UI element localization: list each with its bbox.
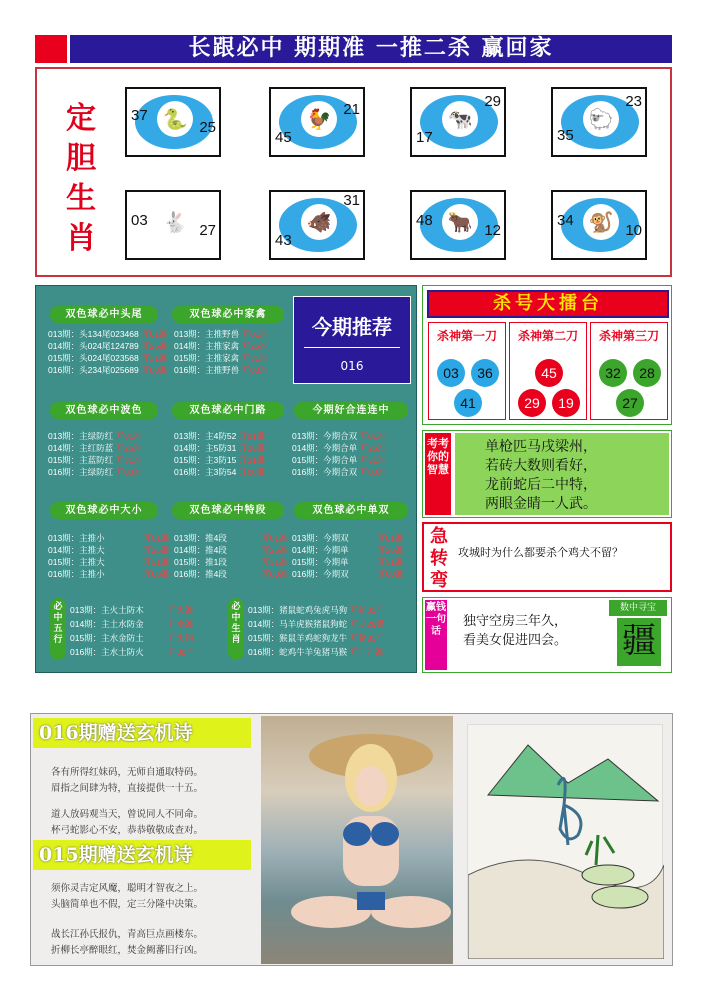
- cell-number: 29: [484, 93, 501, 110]
- kill-ball: 28: [633, 359, 661, 387]
- zodiac-cell: [269, 190, 365, 260]
- section-row: 014期：主推大 开26准: [48, 545, 170, 555]
- section-row: 015期：今期单 开31准: [292, 557, 404, 567]
- pig-icon: 🐗: [301, 204, 337, 240]
- zodiac-cell: [410, 190, 506, 260]
- section-row: 016期：主推野兽 开00准: [174, 365, 269, 375]
- section-row: 013期：主推小 开01准: [48, 533, 170, 543]
- section-row: 013期：头134尾023468 开01准: [48, 329, 168, 339]
- section-title: 双色球必中门路: [172, 402, 284, 419]
- monkey-icon: 🐒: [583, 204, 619, 240]
- recommend-box: [293, 296, 411, 384]
- section-row: 014期：主5防31 开26准: [174, 443, 266, 453]
- kill-column-head: 杀神第二刀: [517, 329, 578, 343]
- section-title: 双色球必中大小: [50, 502, 158, 519]
- zodiac-title: 定胆生肖: [66, 101, 96, 256]
- section-row: 014期：今期单 开26准: [292, 545, 404, 555]
- section-row: 013期：主绿防红 开01准: [48, 431, 143, 441]
- poem-line: 杯弓蛇影心不安，恭恭敬敬成查对。: [51, 825, 204, 836]
- section-row: 015期：猴鼠羊鸡蛇狗龙牛 开猪31准: [248, 633, 385, 643]
- money-panel: [422, 597, 672, 673]
- poem-line: 单枪匹马戌梁州，: [485, 439, 597, 455]
- section-row: 016期：主水土防火 开00准: [70, 647, 195, 657]
- cell-number: 21: [343, 101, 360, 118]
- divider: [304, 347, 400, 348]
- sheep-icon: 🐑: [583, 101, 619, 137]
- poem-line: 龙前蛇后二中特，: [485, 477, 597, 493]
- poem-line: 战长江孙氏报仇，青高巨点画楼东。: [51, 929, 204, 940]
- photo-illustration: [261, 716, 453, 964]
- kill-ball: 03: [437, 359, 465, 387]
- cell-number: 35: [557, 127, 574, 144]
- recommend-number: 016: [340, 359, 364, 373]
- riddle-label: 急转弯: [430, 526, 448, 591]
- section-row: 015期：推1段 开31准: [174, 557, 288, 567]
- section-row: 013期：主火土防木 开火准: [70, 605, 194, 615]
- section-row: 013期：主推野兽 开01准: [174, 329, 269, 339]
- kill-ball: 19: [552, 389, 580, 417]
- section-row: 015期：今期合单 开31准: [292, 455, 387, 465]
- kill-column-head: 杀神第一刀: [436, 329, 497, 343]
- section-title: 双色球必中特段: [172, 502, 284, 519]
- section-row: 016期：推4段 开00准: [174, 569, 288, 579]
- section-row: 014期：主土水防金 开金准: [70, 619, 194, 629]
- section-row: 014期：主红防蓝 开26准: [48, 443, 143, 453]
- section-row: 014期：推4段 开26准: [174, 545, 288, 555]
- money-line: 看美女促进四会。: [463, 633, 568, 648]
- kill-title: 杀号大擂台: [427, 290, 669, 318]
- section-row: 014期：今期合单 开26准: [292, 443, 387, 453]
- section-row: 015期：主蓝防红 开31准: [48, 455, 143, 465]
- cell-number: 17: [416, 129, 433, 146]
- zodiac-cell: [551, 87, 647, 157]
- poem-line: 各有所得红妹码，无师自通取特码。: [51, 767, 204, 778]
- poem-line: 头脑简单也不假，定三分隆中决策。: [51, 899, 204, 910]
- poem-line: 眉指之间肆为特，直接提供一十五。: [51, 783, 204, 794]
- section-title: 双色球必中头尾: [50, 306, 158, 323]
- section-row: 013期：主4防52 开01准: [174, 431, 266, 441]
- section-row: 015期：主推家禽 开31准: [174, 353, 269, 363]
- money-text: [463, 612, 567, 650]
- cell-number: 45: [275, 129, 292, 146]
- section-row: 015期：主水金防土 开火错: [70, 633, 194, 643]
- poem-line: 两眼金睛一人武。: [485, 496, 597, 512]
- kill-column: [590, 322, 668, 420]
- zodiac-cell: [269, 87, 365, 157]
- poem-line: 道人放码观当天，曾说同人不同命。: [51, 809, 204, 820]
- model-photo: [261, 716, 453, 964]
- cell-number: 37: [131, 107, 148, 124]
- cell-number: 31: [343, 192, 360, 209]
- zodiac-panel: [35, 67, 672, 277]
- money-line: 独守空房三年久，: [463, 614, 568, 629]
- cell-number: 48: [416, 212, 433, 229]
- section-title: 双色球必中单双: [294, 502, 408, 519]
- wisdom-poem: [455, 433, 669, 515]
- snake-icon: 🐍: [157, 101, 193, 137]
- cell-number: 03: [131, 212, 148, 229]
- cell-number: 27: [199, 222, 216, 239]
- kill-panel: [422, 285, 672, 425]
- section-row: 015期：主3防15 开31准: [174, 455, 266, 465]
- kill-column: [509, 322, 587, 420]
- section-title: 双色球必中家禽: [172, 306, 284, 323]
- section-row: 016期：今期合双 开00准: [292, 467, 387, 477]
- prediction-panel: [35, 285, 417, 673]
- money-label: 赢钱一句话: [425, 600, 447, 670]
- section-row: 014期：头024尾124789 开26准: [48, 341, 168, 351]
- poem-line: 须你灵吉定风魔，聪明才智夜之上。: [51, 883, 204, 894]
- kill-ball: 36: [471, 359, 499, 387]
- section-row: 016期：主3防54 开00准: [174, 467, 266, 477]
- section-title: 必中五行: [50, 598, 66, 660]
- treasure-char: 疆: [617, 618, 661, 666]
- cell-number: 43: [275, 232, 292, 249]
- section-title: 今期好合连连中: [294, 402, 408, 419]
- cell-number: 23: [625, 93, 642, 110]
- section-row: 016期：主绿防红 开00准: [48, 467, 143, 477]
- kill-ball: 29: [518, 389, 546, 417]
- kill-ball: 41: [454, 389, 482, 417]
- landscape-illustration: [468, 725, 664, 959]
- kill-ball: 27: [616, 389, 644, 417]
- zodiac-cell: [125, 190, 221, 260]
- cell-number: 10: [625, 222, 642, 239]
- cell-number: 12: [484, 222, 501, 239]
- banner-accent: [35, 35, 67, 63]
- ox-icon: 🐂: [442, 204, 478, 240]
- section-title: 必中生肖: [228, 598, 244, 660]
- zodiac-cell: [410, 87, 506, 157]
- cell-number: 34: [557, 212, 574, 229]
- rabbit-icon: 🐇: [157, 204, 193, 240]
- riddle-panel: [422, 522, 672, 592]
- section-row: 015期：头024尾023568 开31准: [48, 353, 168, 363]
- section-row: 016期：头234尾025689 开00准: [48, 365, 168, 375]
- wisdom-label: 考考你的智慧: [425, 433, 451, 515]
- rooster-icon: 🐓: [301, 101, 337, 137]
- poem-title: 016期赠送玄机诗: [33, 718, 251, 748]
- riddle-question: 攻城时为什么都要杀个鸡犬不留？: [458, 546, 623, 559]
- cell-number: 25: [199, 119, 216, 136]
- section-row: 013期：今期合双 开01准: [292, 431, 387, 441]
- poem-title: 015期赠送玄机诗: [33, 840, 251, 870]
- section-row: 013期：猪鼠蛇鸡兔虎马狗 开蛇01准: [248, 605, 385, 615]
- ox-icon: 🐄: [442, 101, 478, 137]
- kill-column-head: 杀神第三刀: [598, 329, 659, 343]
- section-row: 016期：蛇鸡牛羊兔猪马猴 开？？准: [248, 647, 384, 657]
- section-row: 016期：今期双 开00准: [292, 569, 404, 579]
- kill-column: [428, 322, 506, 420]
- poem-line: 若砖大数则看好，: [485, 458, 597, 474]
- section-row: 014期：马羊虎猴猪鼠狗蛇 开龙26错: [248, 619, 385, 629]
- section-row: 013期：今期双 开01准: [292, 533, 404, 543]
- section-row: 016期：主推小 开00准: [48, 569, 170, 579]
- zodiac-cell: [551, 190, 647, 260]
- section-row: 013期：推4段 开01准: [174, 533, 288, 543]
- kill-ball: 45: [535, 359, 563, 387]
- poem-panel: [30, 713, 673, 966]
- zodiac-cell: [125, 87, 221, 157]
- section-row: 014期：主推家禽 开26准: [174, 341, 269, 351]
- poem-line: 折柳长亭醉眼红，焚金阙蕃旧行凶。: [51, 945, 204, 956]
- crane-sketch: [467, 724, 663, 958]
- recommend-title: 今期推荐: [312, 315, 392, 339]
- page-banner: 长跟必中 期期准 一推二杀 赢回家: [70, 35, 672, 63]
- treasure-label: 数中寻宝: [609, 600, 667, 616]
- section-title: 双色球必中波色: [50, 402, 158, 419]
- section-row: 015期：主推大 开31准: [48, 557, 170, 567]
- kill-ball: 32: [599, 359, 627, 387]
- wisdom-panel: [422, 430, 672, 518]
